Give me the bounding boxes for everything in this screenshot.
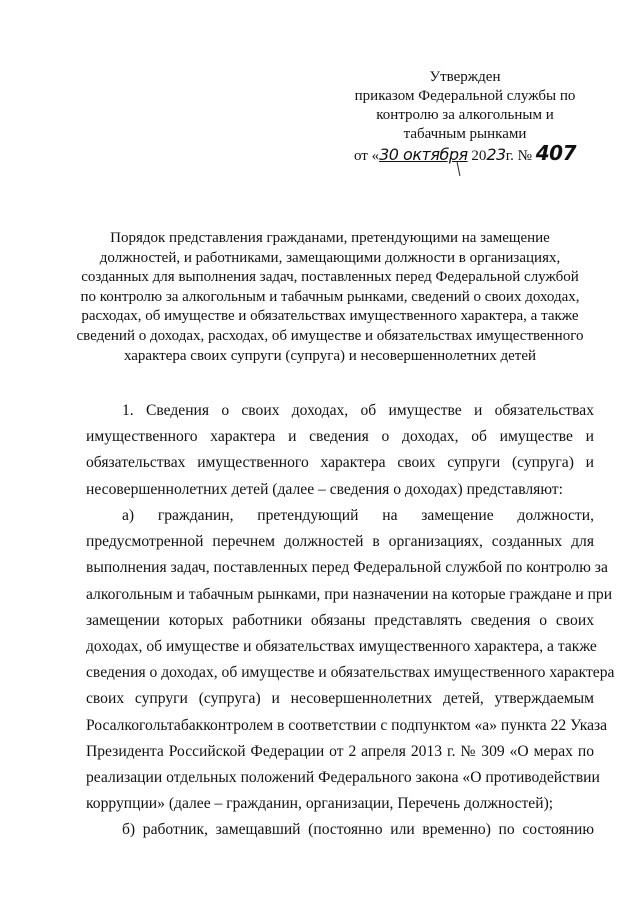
approval-line-4: табачным рынками [403,126,527,142]
paragraph-line: своих супруги (супруга) и несовершеннолетних детей, утверждаемым [86,690,594,708]
order-date-line [330,141,600,166]
title-line: по контролю за алкогольным и табачным рынками, сведений о своих доходах, [80,288,580,305]
paragraph-line: а) гражданин, претендующий на замещение должности, [122,507,594,524]
approval-block [330,68,600,166]
paragraph-line: алкогольным и табачным рынками, при назначении на которые граждане и при [86,585,613,603]
paragraph-line: б) работник, замещавший (постоянно или временно) по состоянию [122,821,594,838]
approval-line-2: приказом Федеральной службы по [354,88,576,104]
approval-line-3: контролю за алкогольным и [376,107,554,123]
paragraph-line: Президента Российской Федерации от 2 апреля 2013 г. № 309 «О мерах по [86,742,594,760]
paragraph-a [86,503,615,817]
title-line: характера своих супруги (супруга) и несовершеннолетних детей [123,347,537,364]
document-title [70,229,590,366]
paragraph-line: замещении которых работники обязаны представлять сведения о своих [86,611,594,629]
paragraph-line: коррупции» (далее – гражданин, организации, Перечень должностей); [86,795,554,813]
paragraph-line: реализации отдельных положений Федерального закона «О противодействии [86,768,600,786]
order-number-label: г. № [505,148,536,164]
handwritten-order-year: 23 [486,145,506,164]
paragraph-line: выполнения задач, поставленных перед Федеральной службой по контролю за [86,559,608,577]
paragraph-line: 1. Сведения о своих доходах, об имуществе и обязательствах [122,402,594,419]
handwritten-order-date: 30 октября [379,145,468,164]
pen-stroke-mark [457,162,461,176]
title-line: должностей, и работниками, замещающими должности в организациях, [99,249,561,266]
title-line: Порядок представления гражданами, претендующими на замещение [110,230,550,246]
paragraph-1 [86,398,594,503]
order-year-prefix: 20 [467,148,487,164]
paragraph-line: несовершеннолетних детей (далее – сведения о доходах) представляют: [86,480,563,498]
paragraph-line: имущественного характера и сведения о доходах, об имуществе и [86,428,594,446]
paragraph-line: предусмотренной перечнем должностей в организациях, созданных для [86,533,594,551]
order-prefix: от « [354,148,380,164]
paragraph-line: Росалкогольтабакконтролем в соответствии с подпунктом «а» пункта 22 Указа [86,716,608,734]
title-line: расходах, об имуществе и обязательствах имущественного характера, а также [81,308,579,325]
title-line: созданных для выполнения задач, поставленных перед Федеральной службой [81,269,579,286]
paragraph-b [86,817,594,843]
paragraph-line: доходах, об имуществе и обязательствах имущественного характера, а также [86,637,597,655]
title-line: сведений о доходах, расходах, об имуществе и обязательствах имущественного [76,327,584,344]
handwritten-order-number: 407 [535,141,576,165]
paragraph-line: обязательствах имущественного характера своих супруги (супруга) и [86,454,594,472]
approval-heading: Утвержден [429,69,501,85]
paragraph-line: сведения о доходах, об имуществе и обязательствах имущественного характера [86,664,615,682]
